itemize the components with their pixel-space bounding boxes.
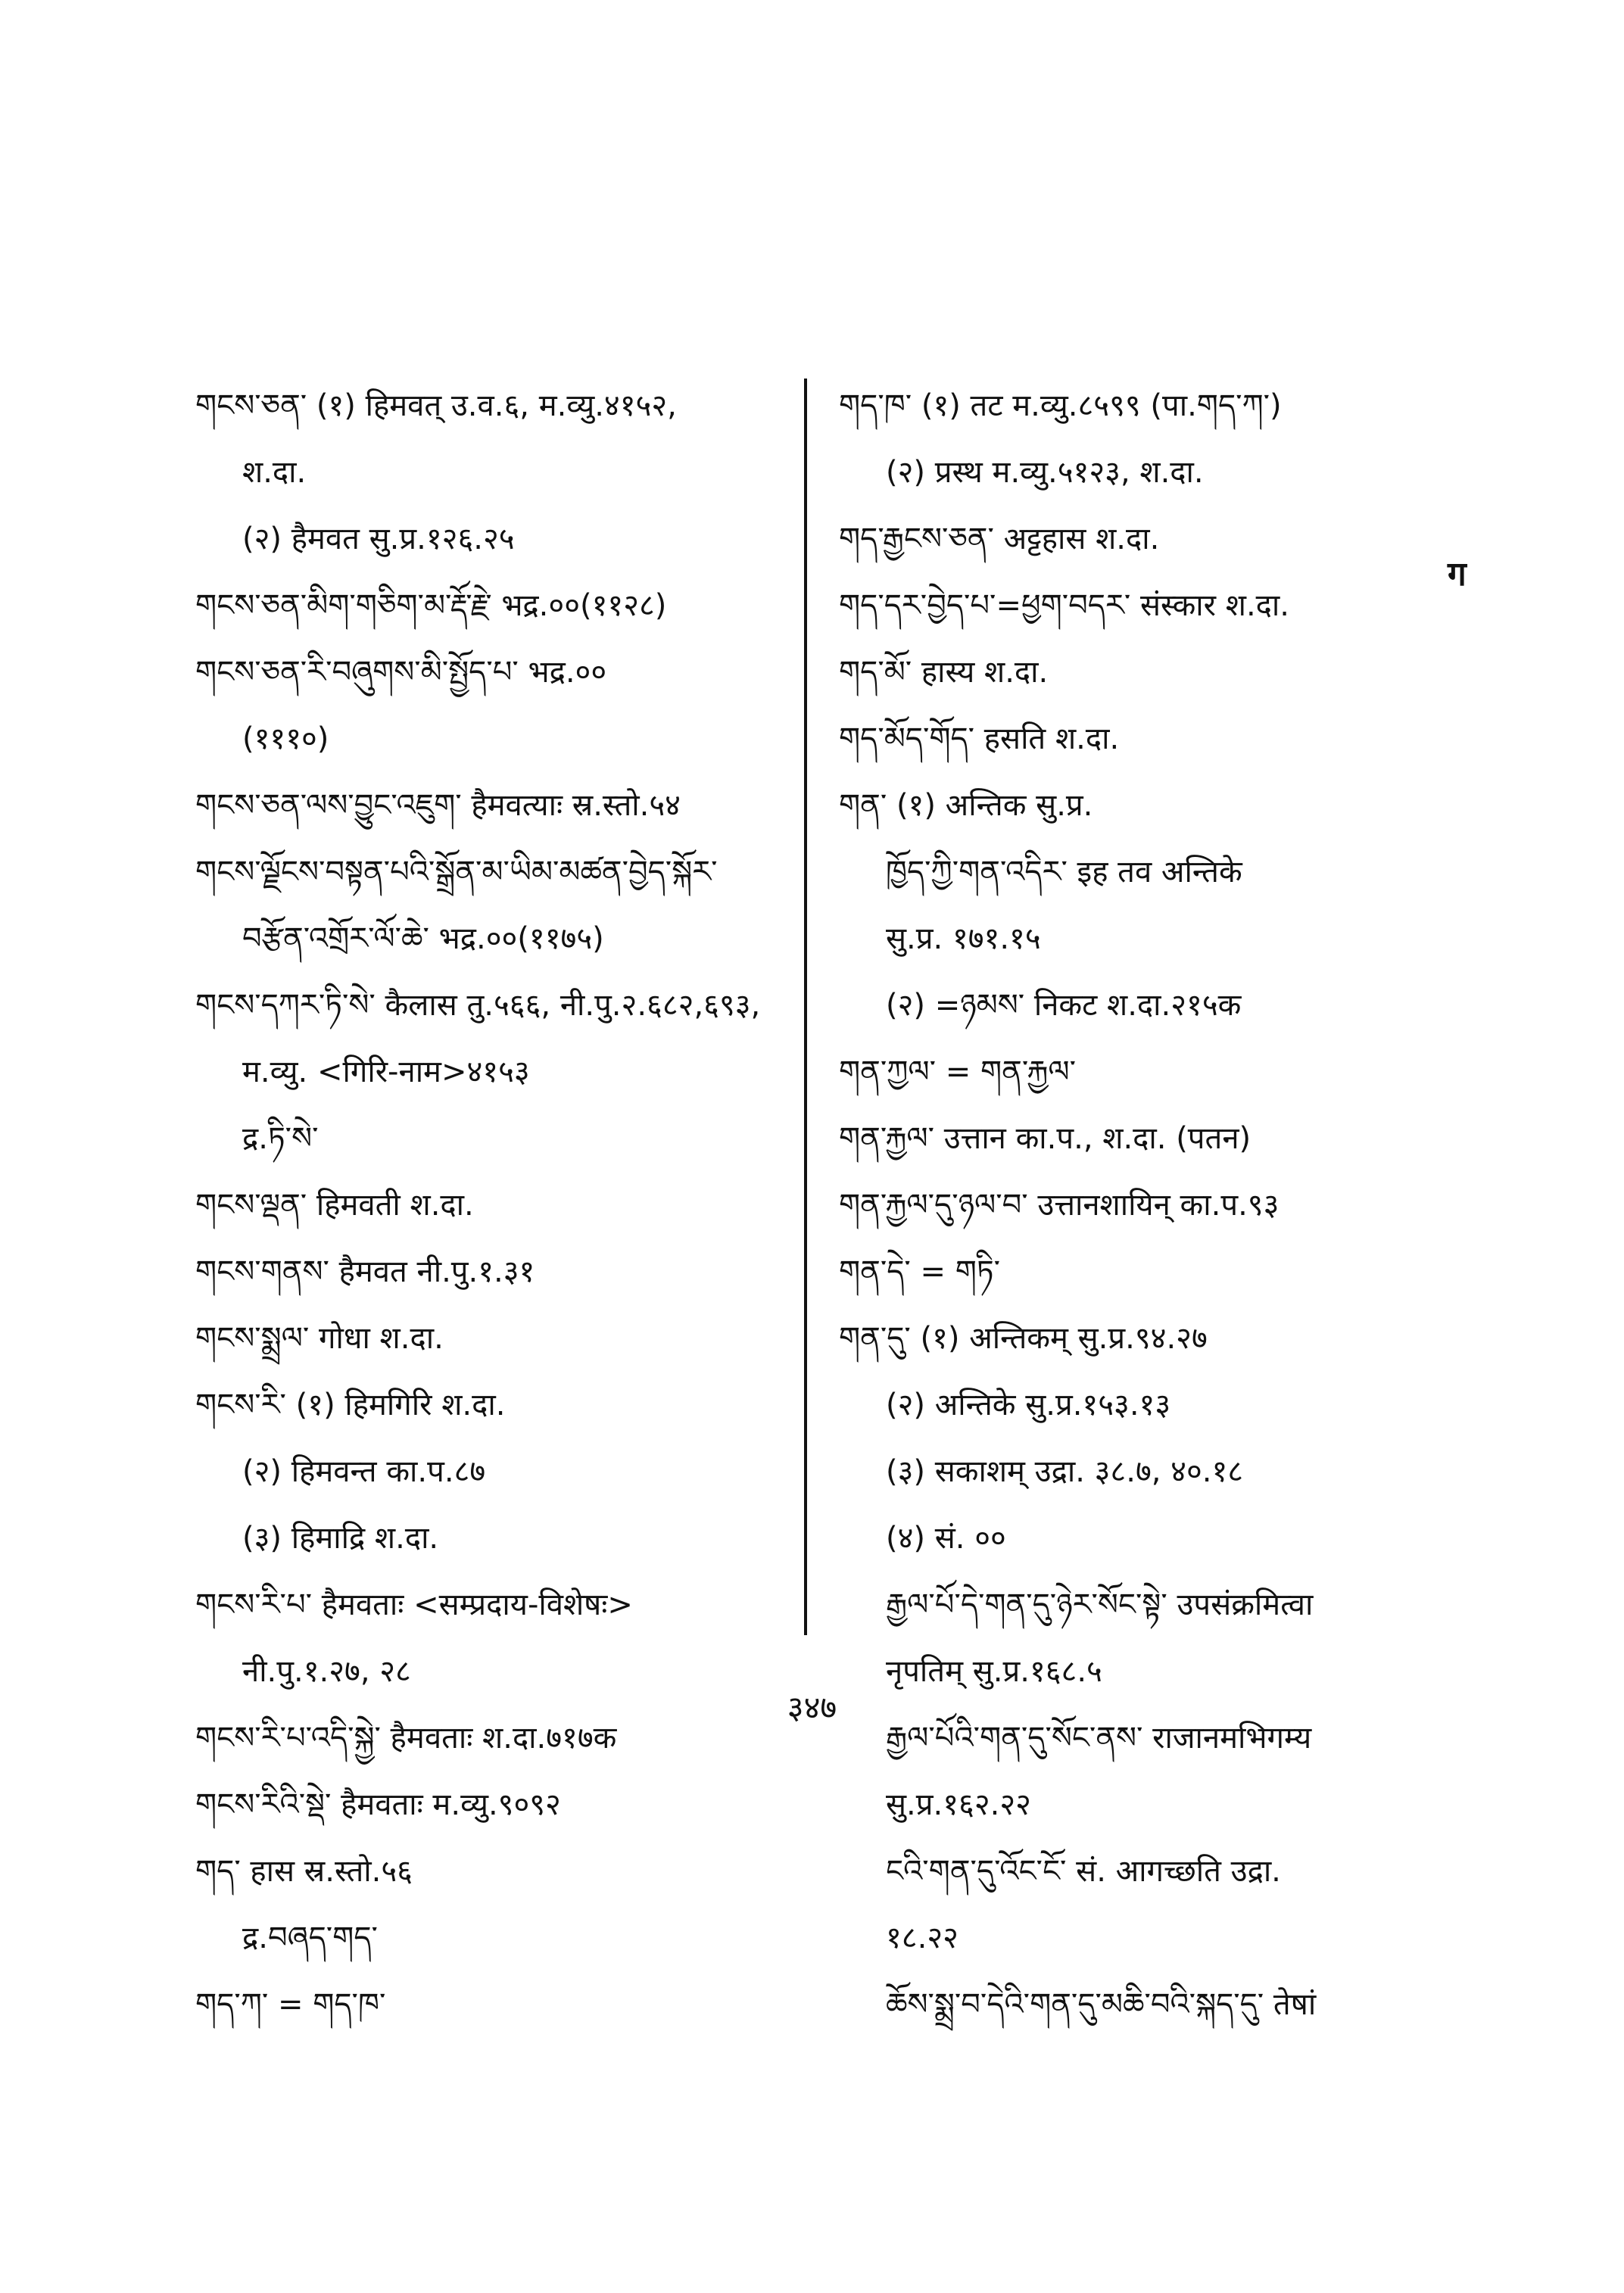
right-column (839, 372, 1429, 2038)
page-number: ३४७ (787, 1689, 837, 1726)
entry-line: (२) =ཉམས་ निकट श.दा.२१५क (886, 988, 1242, 1023)
entry-line: नृपतिम् सु.प्र.१६८.५ (886, 1654, 1102, 1689)
entry-line: གངས་རི་ (१) हिमगिरि श.दा. (195, 1388, 506, 1422)
entry-line: (२) हैमवत सु.प्र.१२६.२५ (242, 522, 515, 556)
entry-line: གངས་རི་པ་འདི་སྐྱེ་ हैमवताः श.दा.७१७क (195, 1721, 617, 1756)
entry-line: द्र.ཏི་སེ་ (242, 1121, 319, 1156)
entry-line: द्र.བཞད་གད་ (242, 1921, 378, 1955)
entry-line: གན་དེ་ = གཏི་ (839, 1254, 1001, 1289)
entry-line: གངས་ཅན་ (१) हिमवत् उ.व.६, म.व्यु.४१५२, (195, 388, 677, 423)
entry-line: གངས་ལྡན་ हिमवती श.दा. (195, 1188, 474, 1223)
column-divider (804, 379, 807, 1635)
entry-line: (३) हिमाद्रि श.दा. (242, 1521, 439, 1556)
entry-line: (४) सं. ०० (886, 1521, 1006, 1556)
entry-line: ཁྱོད་ཀྱི་གན་འདིར་ इह तव अन्तिके (886, 855, 1242, 889)
entry-line: གངས་ལྗོངས་བསྟན་པའི་སྒྲོན་མ་ཡིམ་མཚན་བྱེད་སྐོར་ (195, 855, 718, 889)
entry-line: གངས་ཅན་ལས་བྱུང་འཇུག་ हैमवत्याः स्र.स्तो.५४ (195, 788, 681, 823)
entry-line: གན་དུ་ (१) अन्तिकम् सु.प्र.९४.२७ (839, 1321, 1208, 1356)
entry-line: གན་ (१) अन्तिक सु.प्र. (839, 788, 1093, 823)
entry-line: १८.२२ (886, 1921, 959, 1955)
entry-line: བརྩོན་འགྲོར་ལོ་ཆེ་ भद्र.००(११७५) (242, 921, 604, 956)
entry-line: གངས་གནས་ हैमवत नी.पु.१.३१ (195, 1254, 535, 1289)
entry-line: གན་རྐྱལ་ उत्तान का.प., श.दा. (पतन) (839, 1121, 1252, 1156)
entry-line: གངས་རི་པ་ हैमवताः <सम्प्रदाय-विशेषः> (195, 1587, 633, 1622)
entry-line: (१११०) (242, 721, 329, 756)
margin-index-mark: ग (1448, 555, 1467, 594)
entry-line: नी.पु.१.२७, २८ (242, 1654, 411, 1689)
entry-line: सु.प्र.१६२.२२ (886, 1787, 1031, 1822)
entry-line: གན་ཀྱལ་ = གན་རྐྱལ་ (839, 1055, 1077, 1089)
entry-line: श.दा. (242, 455, 307, 490)
entry-line: གངས་སྨྲལ་ गोधा श.दा. (195, 1321, 444, 1356)
entry-line: सु.प्र. १७१.१५ (886, 921, 1041, 956)
entry-line: གངས་ཅན་རི་བཞུགས་མི་སྤྱོད་པ་ भद्र.०० (195, 655, 607, 690)
entry-line: གངས་དཀར་ཏི་སེ་ कैलास तु.५६६, नी.पु.२.६८२,६९३, (195, 988, 761, 1023)
entry-line: གངས་རིའི་སྡེ་ हैमवताः म.व्यु.९०९२ (195, 1787, 561, 1822)
entry-line: (२) हिमवन्त का.प.८७ (242, 1454, 486, 1489)
entry-line: གན་རྐྱལ་དུ་ཉལ་བ་ उत्तानशायिन् का.प.९३ (839, 1188, 1280, 1223)
entry-line: (२) अन्तिके सु.प्र.१५३.१३ (886, 1388, 1171, 1422)
entry-line: ངའི་གན་དུ་འོང་ངོ་ सं. आगच्छति उद्रा. (886, 1854, 1281, 1889)
entry-line: གངས་ཅན་མིག་གཅིག་མ་རྡོ་རྗེ་ भद्र.००(११२८) (195, 588, 667, 623)
entry-line: म.व्यु. <गिरि-नाम>४१५३ (242, 1055, 530, 1089)
entry-line: གད་ཀ་ = གད་ཁ་ (195, 1987, 386, 2022)
entry-line: གད་མོད་གོད་ हसति श.दा. (839, 721, 1120, 756)
entry-line: གད་ हास स्र.स्तो.५६ (195, 1854, 413, 1889)
entry-line: རྒྱལ་པོའི་གན་དུ་སོང་ནས་ राजानमभिगम्य (886, 1721, 1312, 1756)
entry-line: ཆོས་སྨྲ་བ་དེའི་གན་དུ་མཆི་བའི་སྐད་དུ་ तेषां (886, 1987, 1317, 2022)
left-column (195, 372, 793, 2038)
entry-line: གད་ཁ་ (१) तट म.व्यु.८५९९ (पा.གད་ཀ་) (839, 388, 1282, 423)
entry-line: རྒྱལ་པོ་དེ་གན་དུ་ཉེར་སོང་སྟེ་ उपसंक्रमित्वा (886, 1587, 1314, 1622)
entry-line: གད་མོ་ हास्य श.दा. (839, 655, 1049, 690)
entry-line: གད་དར་བྱེད་པ་=ཕྱག་བདར་ संस्कार श.दा. (839, 588, 1289, 623)
entry-line: གད་རྒྱངས་ཅན་ अट्टहास श.दा. (839, 522, 1160, 556)
entry-line: (३) सकाशम् उद्रा. ३८.७, ४०.१८ (886, 1454, 1244, 1489)
entry-line: (२) प्रस्थ म.व्यु.५१२३, श.दा. (886, 455, 1204, 490)
